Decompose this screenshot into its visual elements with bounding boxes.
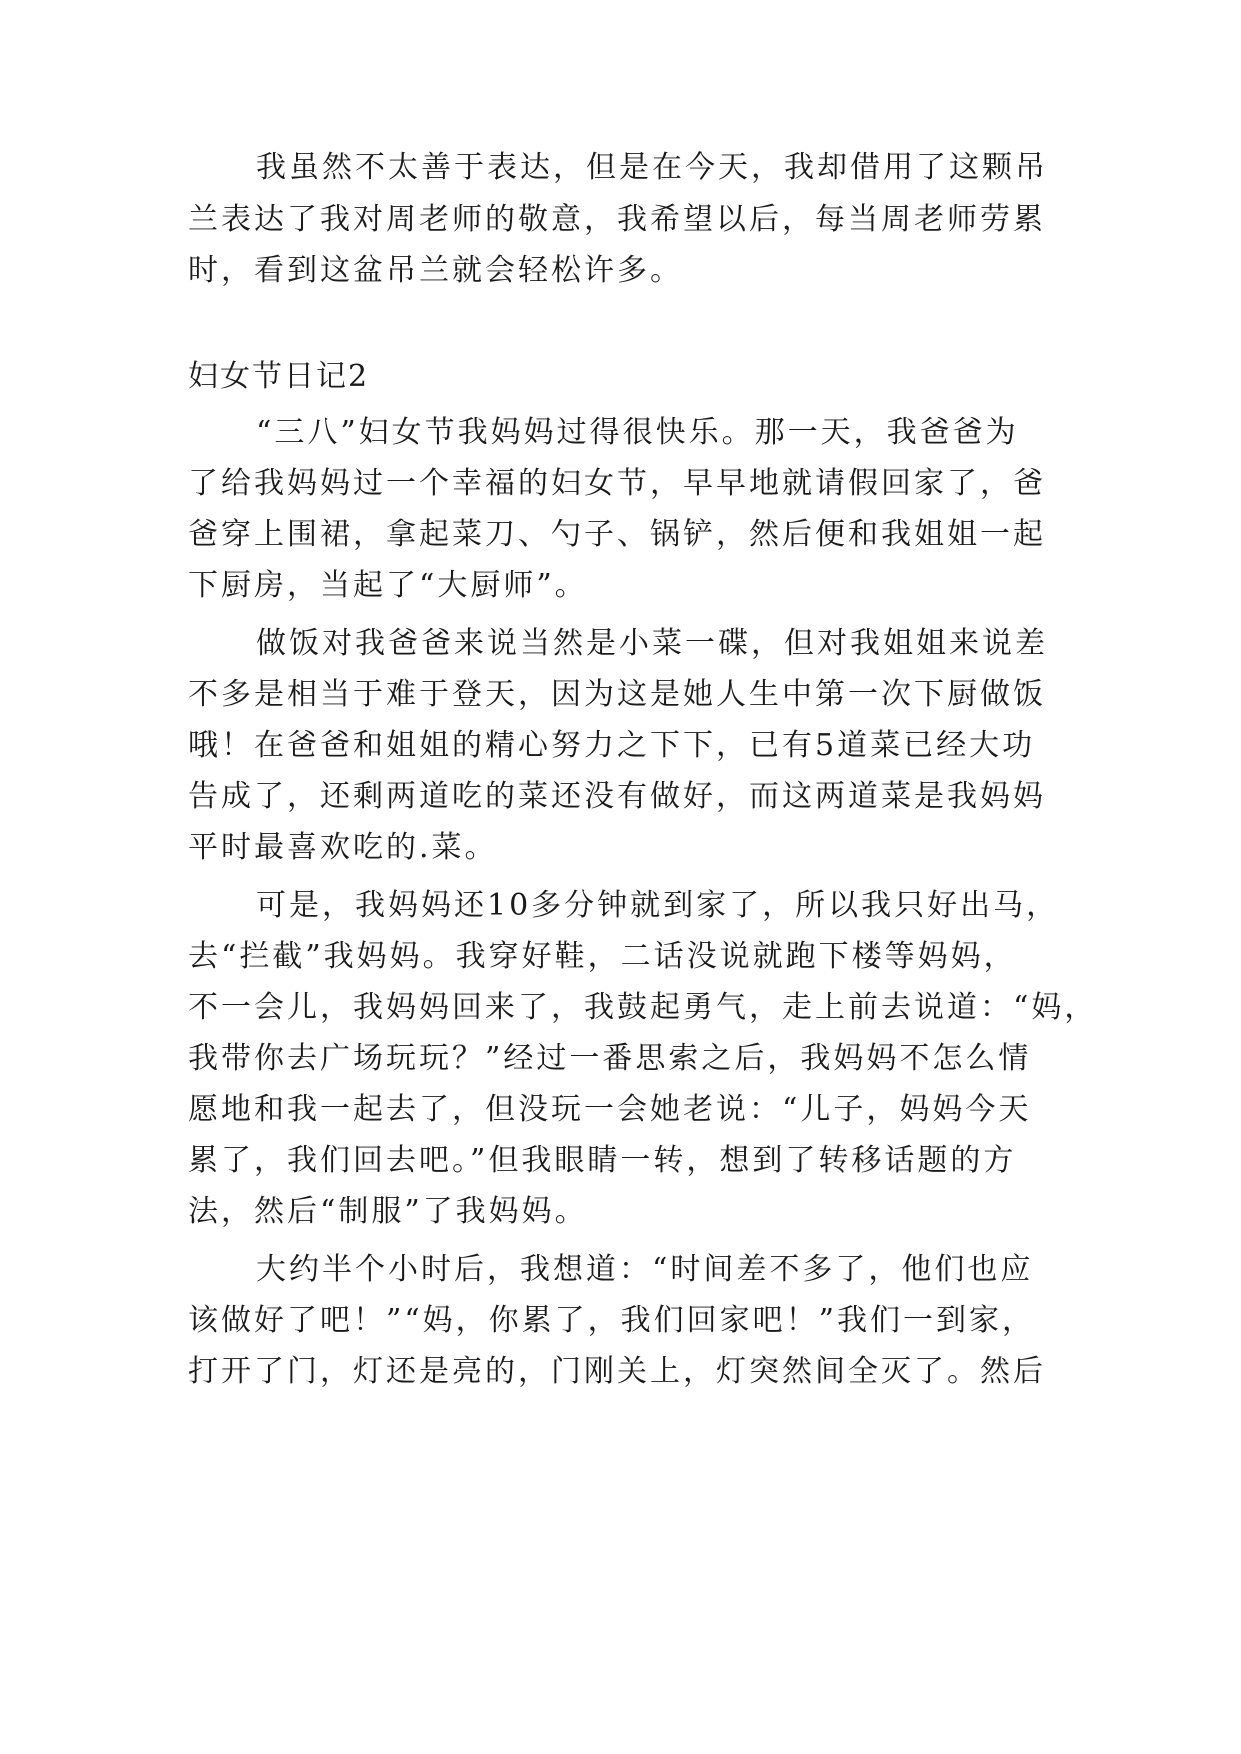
paragraph-line: 我带你去广场玩玩？”经过一番思索之后，我妈妈不怎么情 <box>188 1041 1032 1076</box>
paragraph-line: 愿地和我一起去了，但没玩一会她老说：“儿子，妈妈今天 <box>188 1092 1032 1127</box>
section-heading: 妇女节日记2 <box>188 359 370 394</box>
paragraph-line: 做饭对我爸爸来说当然是小菜一碟，但对我姐姐来说差 <box>256 626 1048 661</box>
paragraph-line: 该做好了吧！”“妈，你累了，我们回家吧！”我们一到家， <box>188 1303 1036 1338</box>
paragraph-line: 打开了门，灯还是亮的，门刚关上，灯突然间全灭了。然后 <box>188 1354 1046 1389</box>
paragraph-line: 累了，我们回去吧。”但我眼睛一转，想到了转移话题的方 <box>188 1143 1017 1178</box>
paragraph-line: 爸穿上围裙，拿起菜刀、勺子、锅铲，然后便和我姐姐一起 <box>188 517 1046 552</box>
paragraph-line: 法，然后“制服”了我妈妈。 <box>188 1194 588 1229</box>
paragraph-line: 平时最喜欢吃的.菜。 <box>188 830 498 865</box>
paragraph-line: 不一会儿，我妈妈回来了，我鼓起勇气，走上前去说道：“妈， <box>188 990 1098 1025</box>
paragraph-line: 我虽然不太善于表达，但是在今天，我却借用了这颗吊 <box>256 150 1048 185</box>
paragraph-line: 告成了，还剩两道吃的菜还没有做好，而这两道菜是我妈妈 <box>188 779 1046 814</box>
paragraph-line: 哦！在爸爸和姐姐的精心努力之下下，已有5道菜已经大功 <box>188 728 1036 763</box>
paragraph-line: 了给我妈妈过一个幸福的妇女节，早早地就请假回家了，爸 <box>188 466 1046 501</box>
paragraph-line: 大约半个小时后，我想道：“时间差不多了，他们也应 <box>256 1252 1034 1287</box>
paragraph-line: 可是，我妈妈还10多分钟就到家了，所以我只好出马， <box>256 888 1060 923</box>
paragraph-line: “三八”妇女节我妈妈过得很快乐。那一天，我爸爸为 <box>256 415 1019 450</box>
paragraph-line: 不多是相当于难于登天，因为这是她人生中第一次下厨做饭 <box>188 677 1046 712</box>
paragraph-line: 兰表达了我对周老师的敬意，我希望以后，每当周老师劳累 <box>188 202 1046 237</box>
paragraph-line: 去“拦截”我妈妈。我穿好鞋，二话没说就跑下楼等妈妈， <box>188 939 1017 974</box>
paragraph-line: 下厨房，当起了“大厨师”。 <box>188 568 588 603</box>
paragraph-line: 时，看到这盆吊兰就会轻松许多。 <box>188 253 683 288</box>
